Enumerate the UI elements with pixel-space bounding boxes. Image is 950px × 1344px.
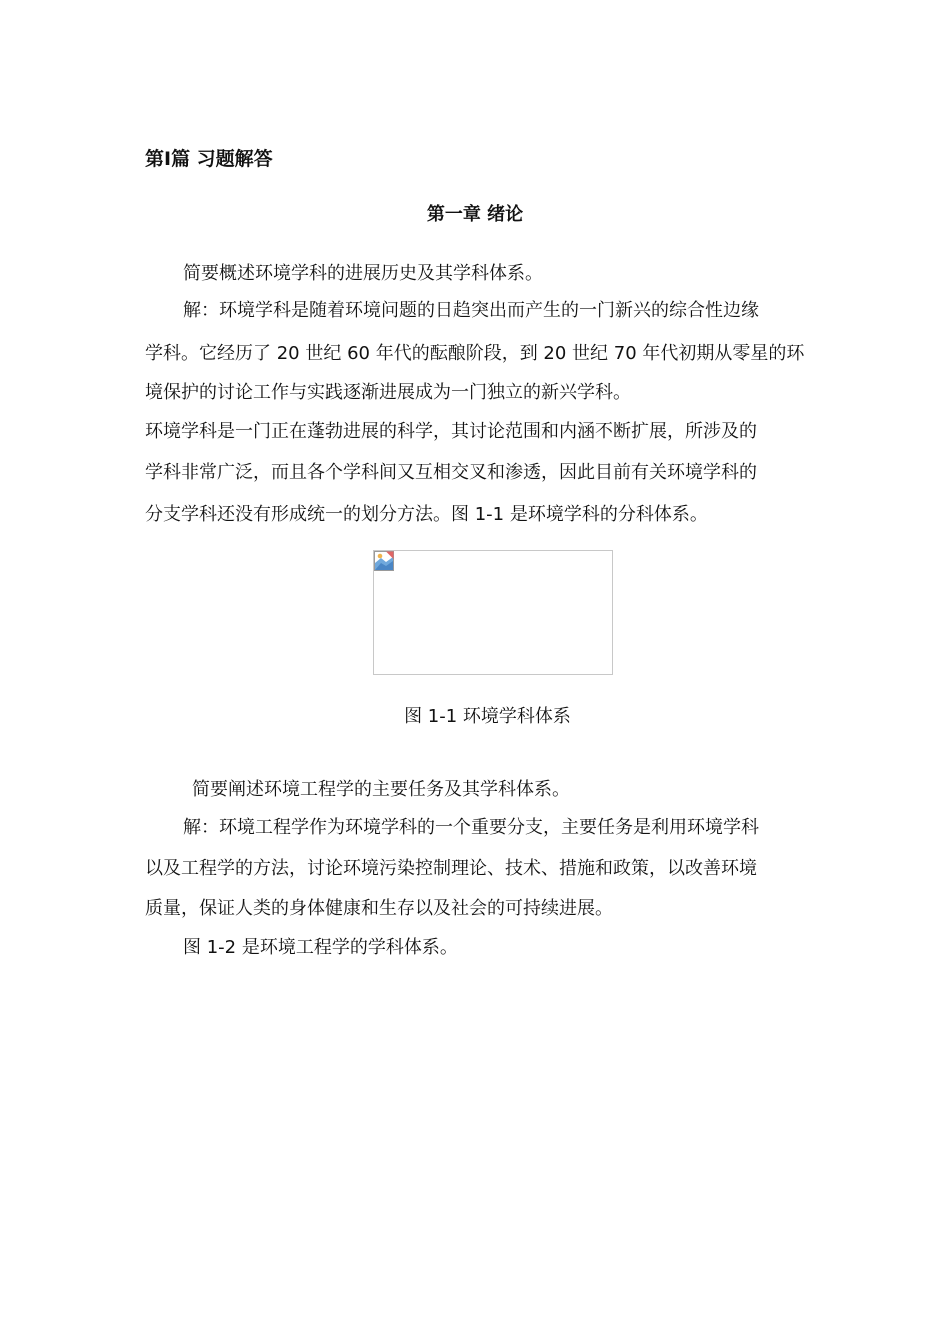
answer-1-line-4: 环境学科是一门正在蓬勃进展的科学，其讨论范围和内涵不断扩展，所涉及的: [145, 421, 757, 442]
broken-image-icon: [374, 551, 394, 571]
question-1: 简要概述环境学科的进展历史及其学科体系。: [183, 263, 543, 284]
figure-1-image: [373, 550, 613, 675]
answer-2-line-3: 质量，保证人类的身体健康和生存以及社会的可持续进展。: [145, 898, 613, 919]
answer-1-line-6: 分支学科还没有形成统一的划分方法。图 1-1 是环境学科的分科体系。: [145, 504, 708, 525]
answer-1-line-3: 境保护的讨论工作与实践逐渐进展成为一门独立的新兴学科。: [145, 382, 631, 403]
figure-1-caption: 图 1-1 环境学科体系: [404, 706, 571, 727]
answer-2-line-4: 图 1-2 是环境工程学的学科体系。: [183, 937, 458, 958]
answer-2-line-2: 以及工程学的方法，讨论环境污染控制理论、技术、措施和政策，以改善环境: [145, 858, 757, 879]
answer-1-line-2: 学科。它经历了 20 世纪 60 年代的酝酿阶段，到 20 世纪 70 年代初期从零星的环: [145, 343, 805, 364]
answer-2-line-1: 解：环境工程学作为环境学科的一个重要分支，主要任务是利用环境学科: [183, 817, 759, 838]
question-2: 简要阐述环境工程学的主要任务及其学科体系。: [192, 779, 570, 800]
part-title: 第Ⅰ篇 习题解答: [145, 148, 273, 170]
answer-1-line-1: 解：环境学科是随着环境问题的日趋突出而产生的一门新兴的综合性边缘: [183, 300, 759, 321]
answer-1-line-5: 学科非常广泛，而且各个学科间又互相交叉和渗透，因此目前有关环境学科的: [145, 462, 757, 483]
chapter-title: 第一章 绪论: [426, 204, 524, 225]
